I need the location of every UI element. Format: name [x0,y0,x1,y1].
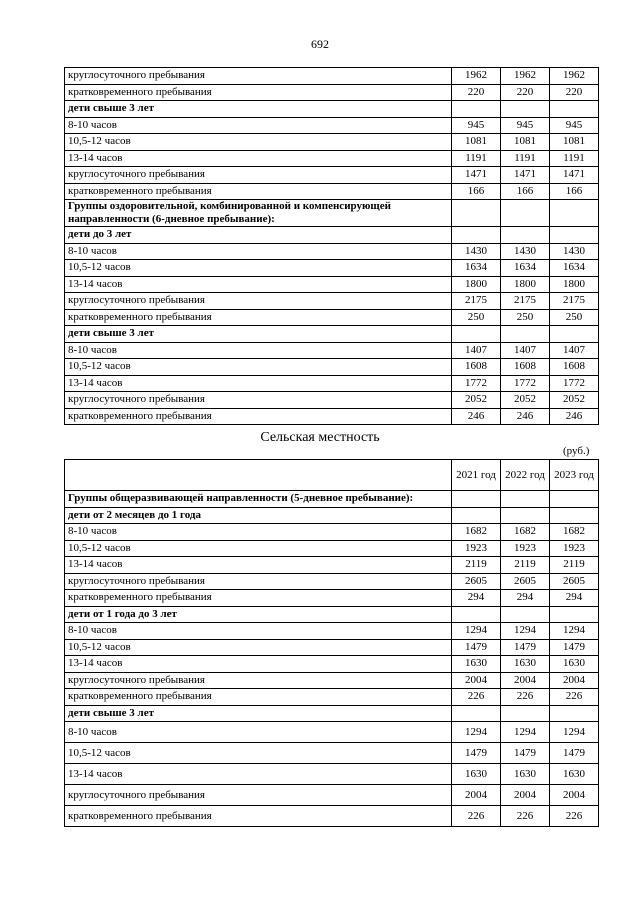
value-cell: 1081 [550,134,599,151]
table-row [65,656,599,673]
value-cell: 1294 [452,623,501,640]
value-cell: 2605 [501,573,550,590]
table-row [65,524,599,541]
row-label: 8-10 часов [65,722,452,743]
value-cell: 1634 [452,260,501,277]
value-cell: 1682 [452,524,501,541]
value-cell: 1682 [550,524,599,541]
value-cell: 226 [452,689,501,706]
table-row [65,392,599,409]
value-cell: 2175 [501,293,550,310]
row-label: круглосуточного пребывания [65,392,452,409]
value-cell: 294 [550,590,599,607]
value-cell: 1772 [550,375,599,392]
group-header-row [65,491,599,508]
unit-note: (руб.) [563,445,590,457]
row-label: 8-10 часов [65,117,452,134]
empty-cell [452,705,501,722]
value-cell: 1081 [501,134,550,151]
value-cell: 2605 [550,573,599,590]
empty-cell [452,507,501,524]
value-cell: 2052 [550,392,599,409]
value-cell: 1430 [501,243,550,260]
empty-cell [550,606,599,623]
value-cell: 250 [550,309,599,326]
value-cell: 246 [550,408,599,425]
header-year-2023: 2023 год [550,460,599,491]
value-cell: 1294 [550,722,599,743]
group-label: Группы общеразвивающей направленности (5-дневное пребывание): [65,491,452,508]
group-label: Группы оздоровительной, комбинированной и компенсирующей направленности (6-дневное пребывание): [65,200,452,227]
empty-cell [550,200,599,227]
row-label: 10,5-12 часов [65,639,452,656]
value-cell: 1923 [452,540,501,557]
group-label: дети свыше 3 лет [65,705,452,722]
value-cell: 1430 [550,243,599,260]
row-label: 10,5-12 часов [65,540,452,557]
value-cell: 1479 [550,639,599,656]
value-cell: 1479 [501,639,550,656]
value-cell: 246 [501,408,550,425]
value-cell: 166 [501,183,550,200]
row-label: круглосуточного пребывания [65,293,452,310]
value-cell: 1294 [501,623,550,640]
table-row [65,764,599,785]
value-cell: 1962 [550,68,599,85]
group-header-row [65,507,599,524]
value-cell: 226 [501,689,550,706]
value-cell: 1634 [550,260,599,277]
tariff-table-rural-body [65,491,599,827]
value-cell: 1772 [501,375,550,392]
value-cell: 250 [452,309,501,326]
empty-cell [452,227,501,244]
value-cell: 1430 [452,243,501,260]
value-cell: 1471 [550,167,599,184]
table-row [65,785,599,806]
group-header-row [65,606,599,623]
value-cell: 1294 [550,623,599,640]
row-label: 13-14 часов [65,276,452,293]
row-label: кратковременного пребывания [65,590,452,607]
value-cell: 1630 [501,656,550,673]
row-label: 8-10 часов [65,342,452,359]
value-cell: 2175 [550,293,599,310]
value-cell: 1630 [452,656,501,673]
value-cell: 220 [501,84,550,101]
row-label: круглосуточного пребывания [65,785,452,806]
row-label: 8-10 часов [65,243,452,260]
row-label: кратковременного пребывания [65,309,452,326]
empty-cell [550,491,599,508]
value-cell: 2605 [452,573,501,590]
value-cell: 1608 [550,359,599,376]
value-cell: 1630 [550,656,599,673]
empty-cell [452,326,501,343]
row-label: 13-14 часов [65,375,452,392]
group-header-row [65,227,599,244]
table-row [65,408,599,425]
value-cell: 220 [452,84,501,101]
value-cell: 294 [452,590,501,607]
table-row [65,557,599,574]
value-cell: 1081 [452,134,501,151]
group-header-row [65,200,599,227]
table-row [65,623,599,640]
value-cell: 1191 [452,150,501,167]
value-cell: 2119 [452,557,501,574]
empty-cell [452,200,501,227]
empty-cell [501,326,550,343]
row-label: круглосуточного пребывания [65,672,452,689]
value-cell: 1962 [501,68,550,85]
table-row [65,260,599,277]
table-row [65,134,599,151]
table-row [65,540,599,557]
row-label: кратковременного пребывания [65,806,452,827]
row-label: кратковременного пребывания [65,408,452,425]
value-cell: 250 [501,309,550,326]
table-row [65,276,599,293]
value-cell: 166 [452,183,501,200]
table-row [65,639,599,656]
value-cell: 2004 [550,672,599,689]
value-cell: 1962 [452,68,501,85]
row-label: 13-14 часов [65,557,452,574]
value-cell: 2004 [501,785,550,806]
value-cell: 2004 [550,785,599,806]
empty-cell [550,101,599,118]
value-cell: 2052 [452,392,501,409]
table-row [65,375,599,392]
table-row [65,243,599,260]
table-row [65,293,599,310]
value-cell: 1407 [452,342,501,359]
row-label: круглосуточного пребывания [65,573,452,590]
value-cell: 1471 [501,167,550,184]
row-label: кратковременного пребывания [65,84,452,101]
empty-cell [452,101,501,118]
value-cell: 945 [452,117,501,134]
page-number: 692 [311,37,329,51]
row-label: 10,5-12 часов [65,359,452,376]
row-label: круглосуточного пребывания [65,167,452,184]
row-label: 10,5-12 часов [65,260,452,277]
empty-cell [550,227,599,244]
header-year-2022: 2022 год [501,460,550,491]
value-cell: 2004 [452,672,501,689]
value-cell: 1479 [452,639,501,656]
value-cell: 1191 [550,150,599,167]
value-cell: 1294 [452,722,501,743]
header-year-2021: 2021 год [452,460,501,491]
empty-cell [452,606,501,623]
value-cell: 166 [550,183,599,200]
empty-cell [501,491,550,508]
group-label: дети свыше 3 лет [65,326,452,343]
table-row [65,117,599,134]
table-row [65,722,599,743]
table-row [65,590,599,607]
value-cell: 2119 [550,557,599,574]
value-cell: 226 [550,806,599,827]
row-label: 8-10 часов [65,524,452,541]
value-cell: 1630 [452,764,501,785]
value-cell: 1407 [501,342,550,359]
value-cell: 2175 [452,293,501,310]
value-cell: 1800 [550,276,599,293]
header-empty-cell [65,460,452,491]
value-cell: 226 [452,806,501,827]
group-header-row [65,101,599,118]
value-cell: 945 [550,117,599,134]
table-row [65,68,599,85]
value-cell: 1294 [501,722,550,743]
group-header-row [65,326,599,343]
value-cell: 1923 [501,540,550,557]
value-cell: 1682 [501,524,550,541]
value-cell: 2052 [501,392,550,409]
value-cell: 2004 [501,672,550,689]
empty-cell [550,326,599,343]
row-label: кратковременного пребывания [65,689,452,706]
value-cell: 1191 [501,150,550,167]
value-cell: 226 [550,689,599,706]
table-row [65,84,599,101]
group-label: дети от 2 месяцев до 1 года [65,507,452,524]
value-cell: 1800 [501,276,550,293]
empty-cell [550,507,599,524]
tariff-table-urban [64,67,599,425]
value-cell: 1608 [501,359,550,376]
value-cell: 1634 [501,260,550,277]
group-label: дети свыше 3 лет [65,101,452,118]
empty-cell [501,507,550,524]
value-cell: 1630 [550,764,599,785]
row-label: 10,5-12 часов [65,743,452,764]
tariff-table-urban-body [65,68,599,425]
table-row [65,573,599,590]
value-cell: 220 [550,84,599,101]
value-cell: 1923 [550,540,599,557]
value-cell: 246 [452,408,501,425]
value-cell: 1479 [550,743,599,764]
table-row [65,342,599,359]
value-cell: 1407 [550,342,599,359]
value-cell: 1608 [452,359,501,376]
empty-cell [501,227,550,244]
value-cell: 294 [501,590,550,607]
tariff-table-rural [64,459,599,827]
group-label: дети до 3 лет [65,227,452,244]
table-header-row [65,460,599,491]
empty-cell [501,606,550,623]
table-row [65,743,599,764]
empty-cell [501,200,550,227]
value-cell: 226 [501,806,550,827]
table-row [65,689,599,706]
value-cell: 1479 [452,743,501,764]
table-row [65,359,599,376]
table-row [65,309,599,326]
value-cell: 2004 [452,785,501,806]
empty-cell [501,101,550,118]
row-label: 13-14 часов [65,150,452,167]
empty-cell [550,705,599,722]
value-cell: 945 [501,117,550,134]
table-row [65,672,599,689]
value-cell: 1800 [452,276,501,293]
table-row [65,183,599,200]
value-cell: 1772 [452,375,501,392]
value-cell: 1630 [501,764,550,785]
row-label: 10,5-12 часов [65,134,452,151]
row-label: круглосуточного пребывания [65,68,452,85]
row-label: 13-14 часов [65,656,452,673]
row-label: кратковременного пребывания [65,183,452,200]
value-cell: 1471 [452,167,501,184]
table-row [65,150,599,167]
empty-cell [452,491,501,508]
value-cell: 1479 [501,743,550,764]
empty-cell [501,705,550,722]
table-row [65,167,599,184]
group-header-row [65,705,599,722]
row-label: 8-10 часов [65,623,452,640]
table-row [65,806,599,827]
row-label: 13-14 часов [65,764,452,785]
section-title: Сельская местность [260,430,380,445]
group-label: дети от 1 года до 3 лет [65,606,452,623]
value-cell: 2119 [501,557,550,574]
